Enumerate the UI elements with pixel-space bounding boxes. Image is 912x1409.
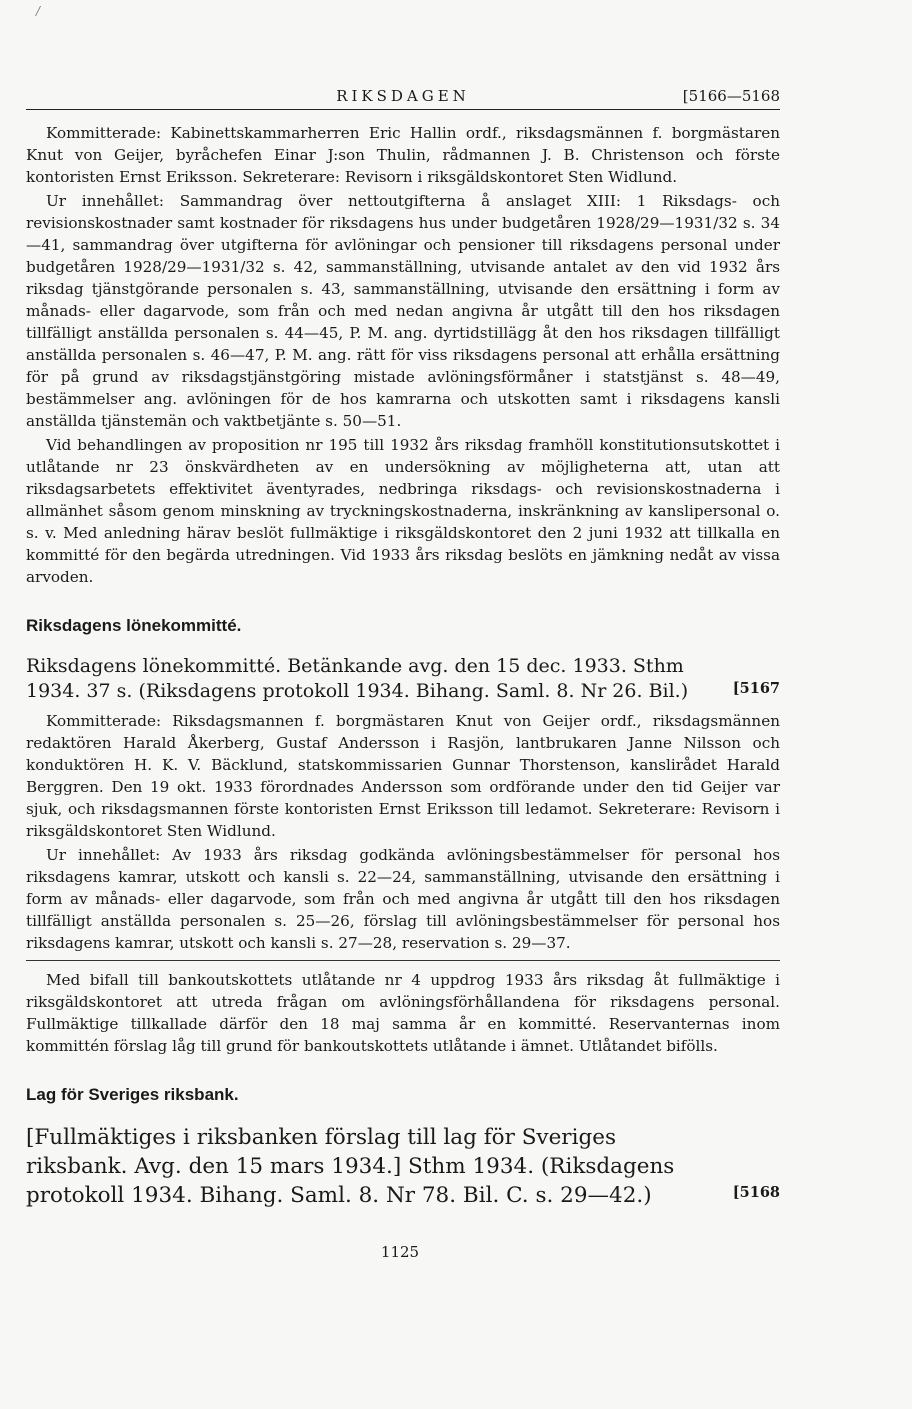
- section-heading-lonekommitte: Riksdagens lönekommitté.: [26, 616, 242, 635]
- page-number: 1125: [380, 1243, 420, 1261]
- intro-background-paragraph: Vid behandlingen av proposition nr 195 till 1932 års riksdag framhöll konstitutionsutskottet i utlåtande nr 23 önskvärdheten av en undersökning av möjligheterna att, utan att riksdagsarbetets effektivitet äventyrades, nedbringa riksdags- och revisionskostnaderna i allmänhet såsom genom minskning av tryckningskostnaderna, inskränkning av kanslipersonal o. s. v. Med anledning härav beslöt fullmäktige i riksgäldskontoret den 2 juni 1932 att tillkalla en kommitté för den begärda utredningen. Vid 1933 års riksdag beslöts en jämkning nedåt av vissa arvoden.: [26, 436, 780, 586]
- page-mark: /: [36, 4, 41, 18]
- header-entry-range: [5166—5168: [682, 87, 780, 105]
- header-title: RIKSDAGEN: [336, 87, 470, 105]
- section-heading-riksbank: Lag för Sveriges riksbank.: [26, 1085, 239, 1104]
- reference-text: [Fullmäktiges i riksbanken förslag till lag för Sveriges riksbank. Avg. den 15 mars 1934.] Sthm 1934. (Riksdagens protokoll 1934. Bihang. Saml. 8. Nr 78. Bil. C. s. 29—42.): [26, 1125, 675, 1208]
- contents-paragraph: Ur innehållet: Av 1933 års riksdag godkända avlöningsbestämmelser för personal hos riksdagens kamrar, utskott och kansli s. 22—24, sammanställning, utvisande den ersättning i form av månads- eller dagarvode, som från och med angivna år utgått till den hos riksdagen tillfälligt anställda personalen s. 25—26, förslag till avlöningsbestämmelser för personal hos riksdagens kamrar, utskott och kansli s. 27—28, reservation s. 29—37.: [26, 846, 780, 952]
- intro-committee-paragraph: Kommitterade: Kabinettskammarherren Eric Hallin ordf., riksdagsmännen f. borgmästaren Knut von Geijer, byråchefen Einar J:son Thulin, rådmannen J. B. Christenson och förste kontoristen Ernst Eriksson. Sekreterare: Revisorn i riksgäldskontoret Sten Widlund.: [26, 124, 780, 186]
- page-content: [26, 122, 780, 1216]
- entry-number: [5167: [732, 680, 780, 697]
- committee-members-paragraph: Kommitterade: Riksdagsmannen f. borgmästaren Knut von Geijer ordf., riksdagsmännen redaktören Harald Åkerberg, Gustaf Andersson i Rasjön, lantbrukaren Janne Nilsson och konduktören H. K. V. Bäcklund, statskommissarien Gunnar Thorstenson, kanslirådet Harald Berggren. Den 19 okt. 1933 förordnades Andersson som ordförande under den tid Geijer var sjuk, och riksdagsmannen förste kontoristen Ernst Eriksson till ledamot. Sekreterare: Revisorn i riksgäldskontoret Sten Widlund.: [26, 712, 780, 840]
- reference-text: Riksdagens lönekommitté. Betänkande avg. den 15 dec. 1933. Sthm 1934. 37 s. (Riksdagens protokoll 1934. Bihang. Saml. 8. Nr 26. Bil.): [26, 655, 689, 702]
- background-paragraph: Med bifall till bankoutskottets utlåtande nr 4 uppdrog 1933 års riksdag åt fullmäktige i riksgäldskontoret att utreda frågan om avlöningsförhållandena för riksdagens personal. Fullmäktige tillkallade därför den 18 maj samma år en kommitté. Reservanternas inom kommittén förslag låg till grund för bankoutskottets utlåtande i ämnet. Utlåtandet bifölls.: [26, 971, 780, 1055]
- running-header: [26, 87, 780, 110]
- bibliographic-reference-riksbank: [26, 1123, 780, 1210]
- divider: [26, 960, 780, 961]
- intro-contents-paragraph: Ur innehållet: Sammandrag över nettoutgifterna å anslaget XIII: 1 Riksdags- och revisionskostnader samt kostnader för riksdagens hus under budgetåren 1928/29—1931/32 s. 34—41, sammandrag över utgifterna för avlöningar och pensioner till riksdagens personal under budgetåren 1928/29—1931/32 s. 42, sammanställning, utvisande antalet av den vid 1932 års riksdag tjänstgörande personalen s. 43, sammanställning, utvisande den ersättning i form av månads- eller dagarvode, som från och med nedan angivna år utgått till den hos riksdagen tillfälligt anställda personalen s. 44—45, P. M. ang. dyrtidstillägg åt den hos riksdagen tillfälligt anställda personalen s. 46—47, P. M. ang. rätt för viss riksdagens personal att erhålla ersättning för på grund av riksdagstjänstgöring mistade avlöningsförmåner i statstjänst s. 48—49, bestämmelser ang. avlöningen för de hos kamrarna och utskotten samt i riksdagens kansli anställda tjänstemän och vaktbetjänte s. 50—51.: [26, 192, 780, 430]
- bibliographic-reference: [26, 654, 780, 704]
- entry-number: [5168: [732, 1184, 780, 1201]
